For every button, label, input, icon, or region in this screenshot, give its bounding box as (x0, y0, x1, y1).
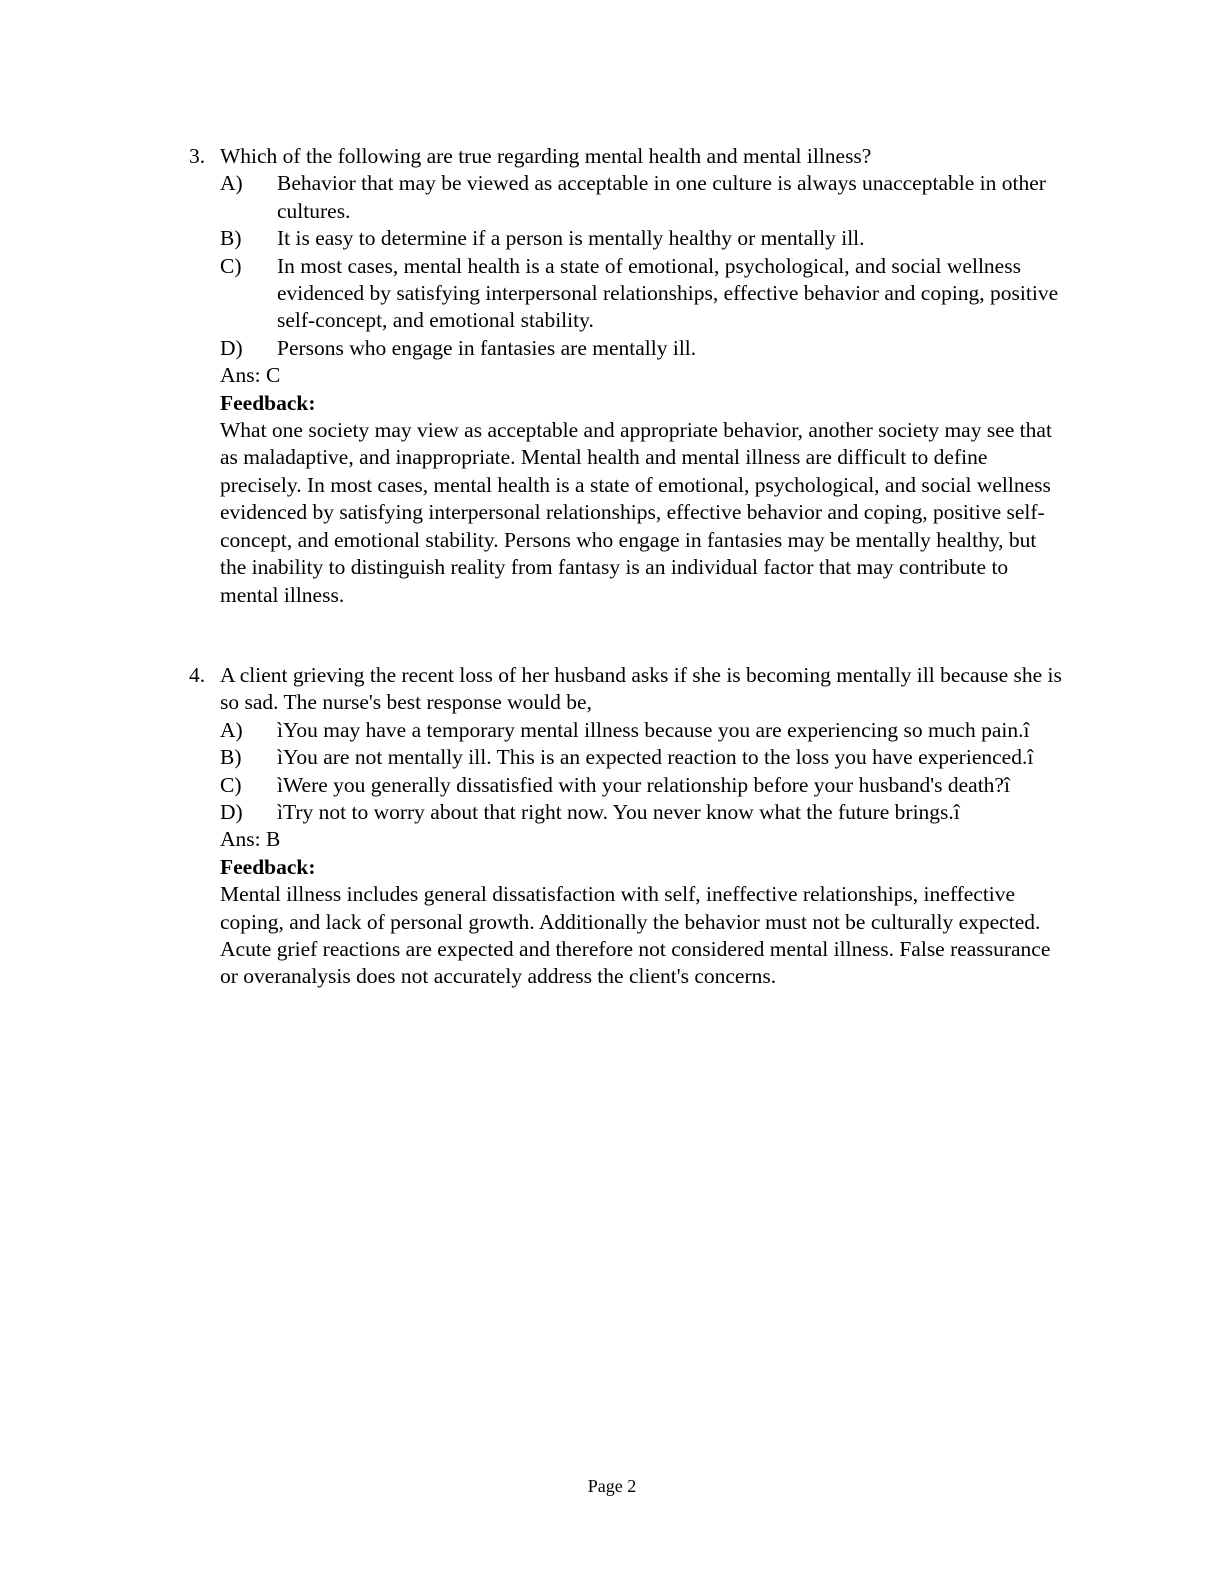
question-stem: A client grieving the recent loss of her husband asks if she is becoming mentally ill because she is so sad. The nurse's best response would be, (220, 663, 1062, 715)
answer-option-a (220, 717, 1069, 744)
answer-option-d (220, 335, 1069, 362)
option-text: Behavior that may be viewed as acceptable in one culture is always unacceptable in other cultures. (277, 171, 1046, 223)
answer-option-b (220, 744, 1069, 771)
option-letter: B) (220, 226, 242, 251)
question-stem: Which of the following are true regarding mental health and mental illness? (220, 144, 872, 168)
option-text: ìWere you generally dissatisfied with your relationship before your husband's death?î (277, 772, 1010, 797)
option-letter: D) (220, 800, 243, 825)
answer-option-c (220, 253, 1069, 335)
option-letter: C) (220, 253, 242, 278)
answer-option-a (220, 170, 1069, 225)
option-letter: A) (220, 171, 243, 196)
option-letter: D) (220, 335, 243, 360)
option-text: Persons who engage in fantasies are mentally ill. (277, 335, 697, 360)
feedback-text: Mental illness includes general dissatisfaction with self, ineffective relationships, ineffective coping, and lack of personal growth. Additionally the behavior must not be culturally expected. Acute grief reactions are expected and therefore not considered mental illness. False reassurance or overanalysis does not accurately address the client's concerns. (220, 882, 1051, 989)
question-number: 4. (189, 663, 206, 687)
feedback-text: What one society may view as acceptable and appropriate behavior, another society may see that as maladaptive, and inappropriate. Mental health and mental illness are difficult to define precisely. In most cases, mental health is a state of emotional, psychological, and social wellness evidenced by satisfying interpersonal relationships, effective behavior and coping, positive self-concept, and emotional stability. Persons who engage in fantasies may be mentally healthy, but the inability to distinguish reality from fantasy is an individual factor that may contribute to mental illness. (220, 418, 1052, 607)
option-letter: A) (220, 717, 243, 742)
page-number: Page 2 (587, 1476, 637, 1496)
answer-key: Ans: B (220, 827, 281, 852)
option-text: It is easy to determine if a person is mentally healthy or mentally ill. (277, 226, 865, 251)
option-text: ìYou are not mentally ill. This is an expected reaction to the loss you have experienced.î (277, 745, 1034, 770)
option-letter: B) (220, 745, 242, 770)
answer-option-c (220, 772, 1069, 799)
answer-option-b (220, 225, 1069, 252)
option-text: ìTry not to worry about that right now. You never know what the future brings.î (277, 800, 960, 825)
answer-key: Ans: C (220, 363, 281, 388)
answer-option-d (220, 799, 1069, 826)
question-number: 3. (189, 144, 206, 168)
feedback-heading: Feedback: (220, 390, 316, 415)
option-text: ìYou may have a temporary mental illness because you are experiencing so much pain.î (277, 717, 1030, 742)
option-text: In most cases, mental health is a state of emotional, psychological, and social wellness evidenced by satisfying interpersonal relationships, effective behavior and coping, positive self-concept, and emotional stability. (277, 253, 1059, 333)
feedback-heading: Feedback: (220, 854, 316, 879)
question-3 (189, 143, 1069, 609)
question-4 (189, 662, 1069, 991)
option-letter: C) (220, 772, 242, 797)
